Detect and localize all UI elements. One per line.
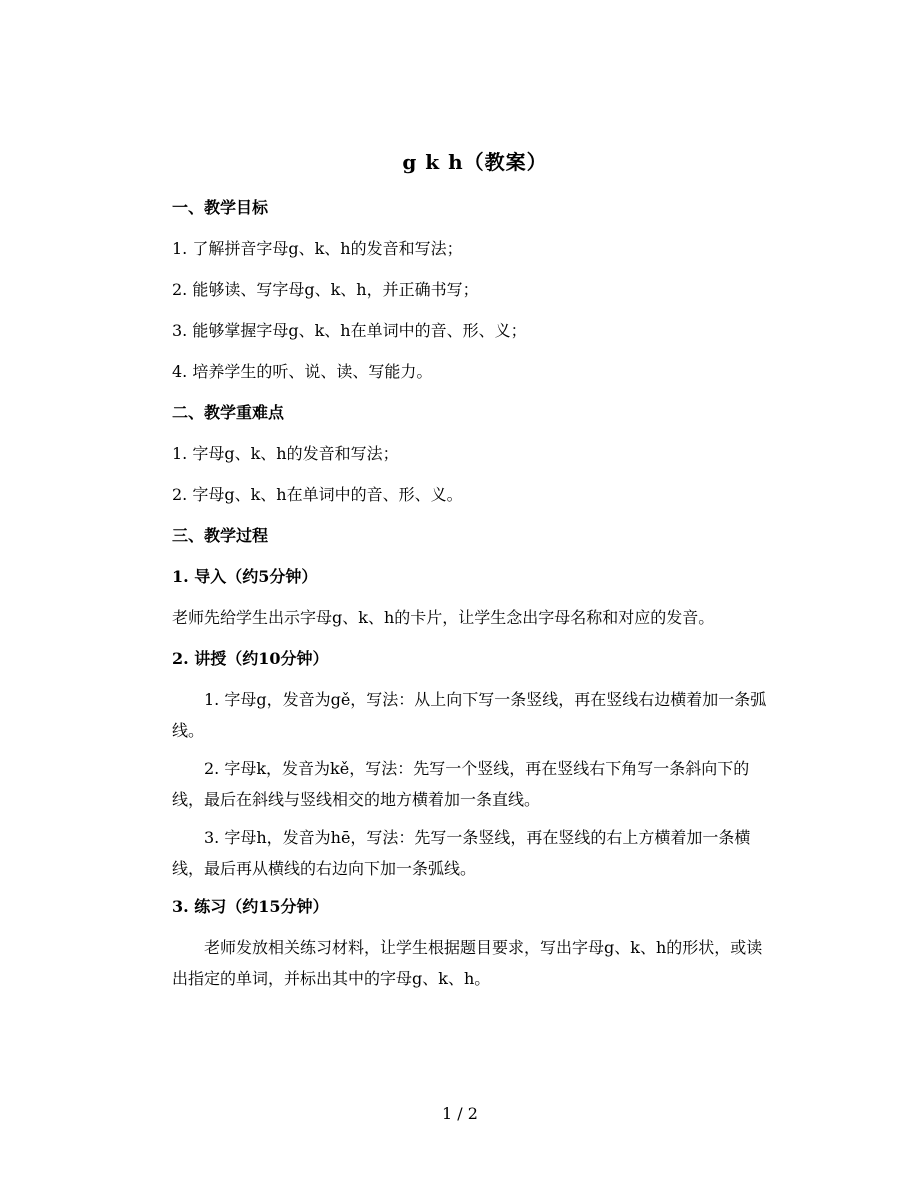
section-heading-objectives: 一、教学目标 (172, 198, 269, 217)
teaching-item-h: 3. 字母h，发音为hē，写法：先写一条竖线，再在竖线的右上方横着加一条横线，最后再从横线的右边向下加一条弧线。 (172, 828, 751, 878)
step-heading-intro: 1. 导入（约5分钟） (172, 567, 318, 586)
document-title: g k h（教案） (402, 150, 548, 174)
key-point-item: 1. 字母g、k、h的发音和写法； (172, 444, 399, 463)
key-point-item: 2. 字母g、k、h在单词中的音、形、义。 (172, 485, 463, 504)
objective-item: 2. 能够读、写字母g、k、h，并正确书写； (172, 280, 479, 299)
teaching-item-k: 2. 字母k，发音为kě，写法：先写一个竖线，再在竖线右下角写一条斜向下的线，最后在斜线与竖线相交的地方横着加一条直线。 (172, 759, 750, 809)
objective-item: 3. 能够掌握字母g、k、h在单词中的音、形、义； (172, 321, 527, 340)
step-text-intro: 老师先给学生出示字母g、k、h的卡片，让学生念出字母名称和对应的发音。 (172, 608, 715, 627)
objective-item: 1. 了解拼音字母g、k、h的发音和写法； (172, 239, 463, 258)
section-heading-key-points: 二、教学重难点 (172, 403, 285, 422)
document-content (172, 146, 778, 1005)
page-indicator: 1 / 2 (442, 1104, 478, 1123)
teaching-item-g: 1. 字母g，发音为gě，写法：从上向下写一条竖线，再在竖线右边横着加一条弧线。 (172, 690, 767, 740)
section-heading-process: 三、教学过程 (172, 526, 269, 545)
step-heading-practice: 3. 练习（约15分钟） (172, 897, 329, 916)
step-text-practice: 老师发放相关练习材料，让学生根据题目要求，写出字母g、k、h的形状，或读出指定的单词，并标出其中的字母g、k、h。 (172, 938, 763, 988)
step-heading-teaching: 2. 讲授（约10分钟） (172, 649, 329, 668)
objective-item: 4. 培养学生的听、说、读、写能力。 (172, 362, 433, 381)
